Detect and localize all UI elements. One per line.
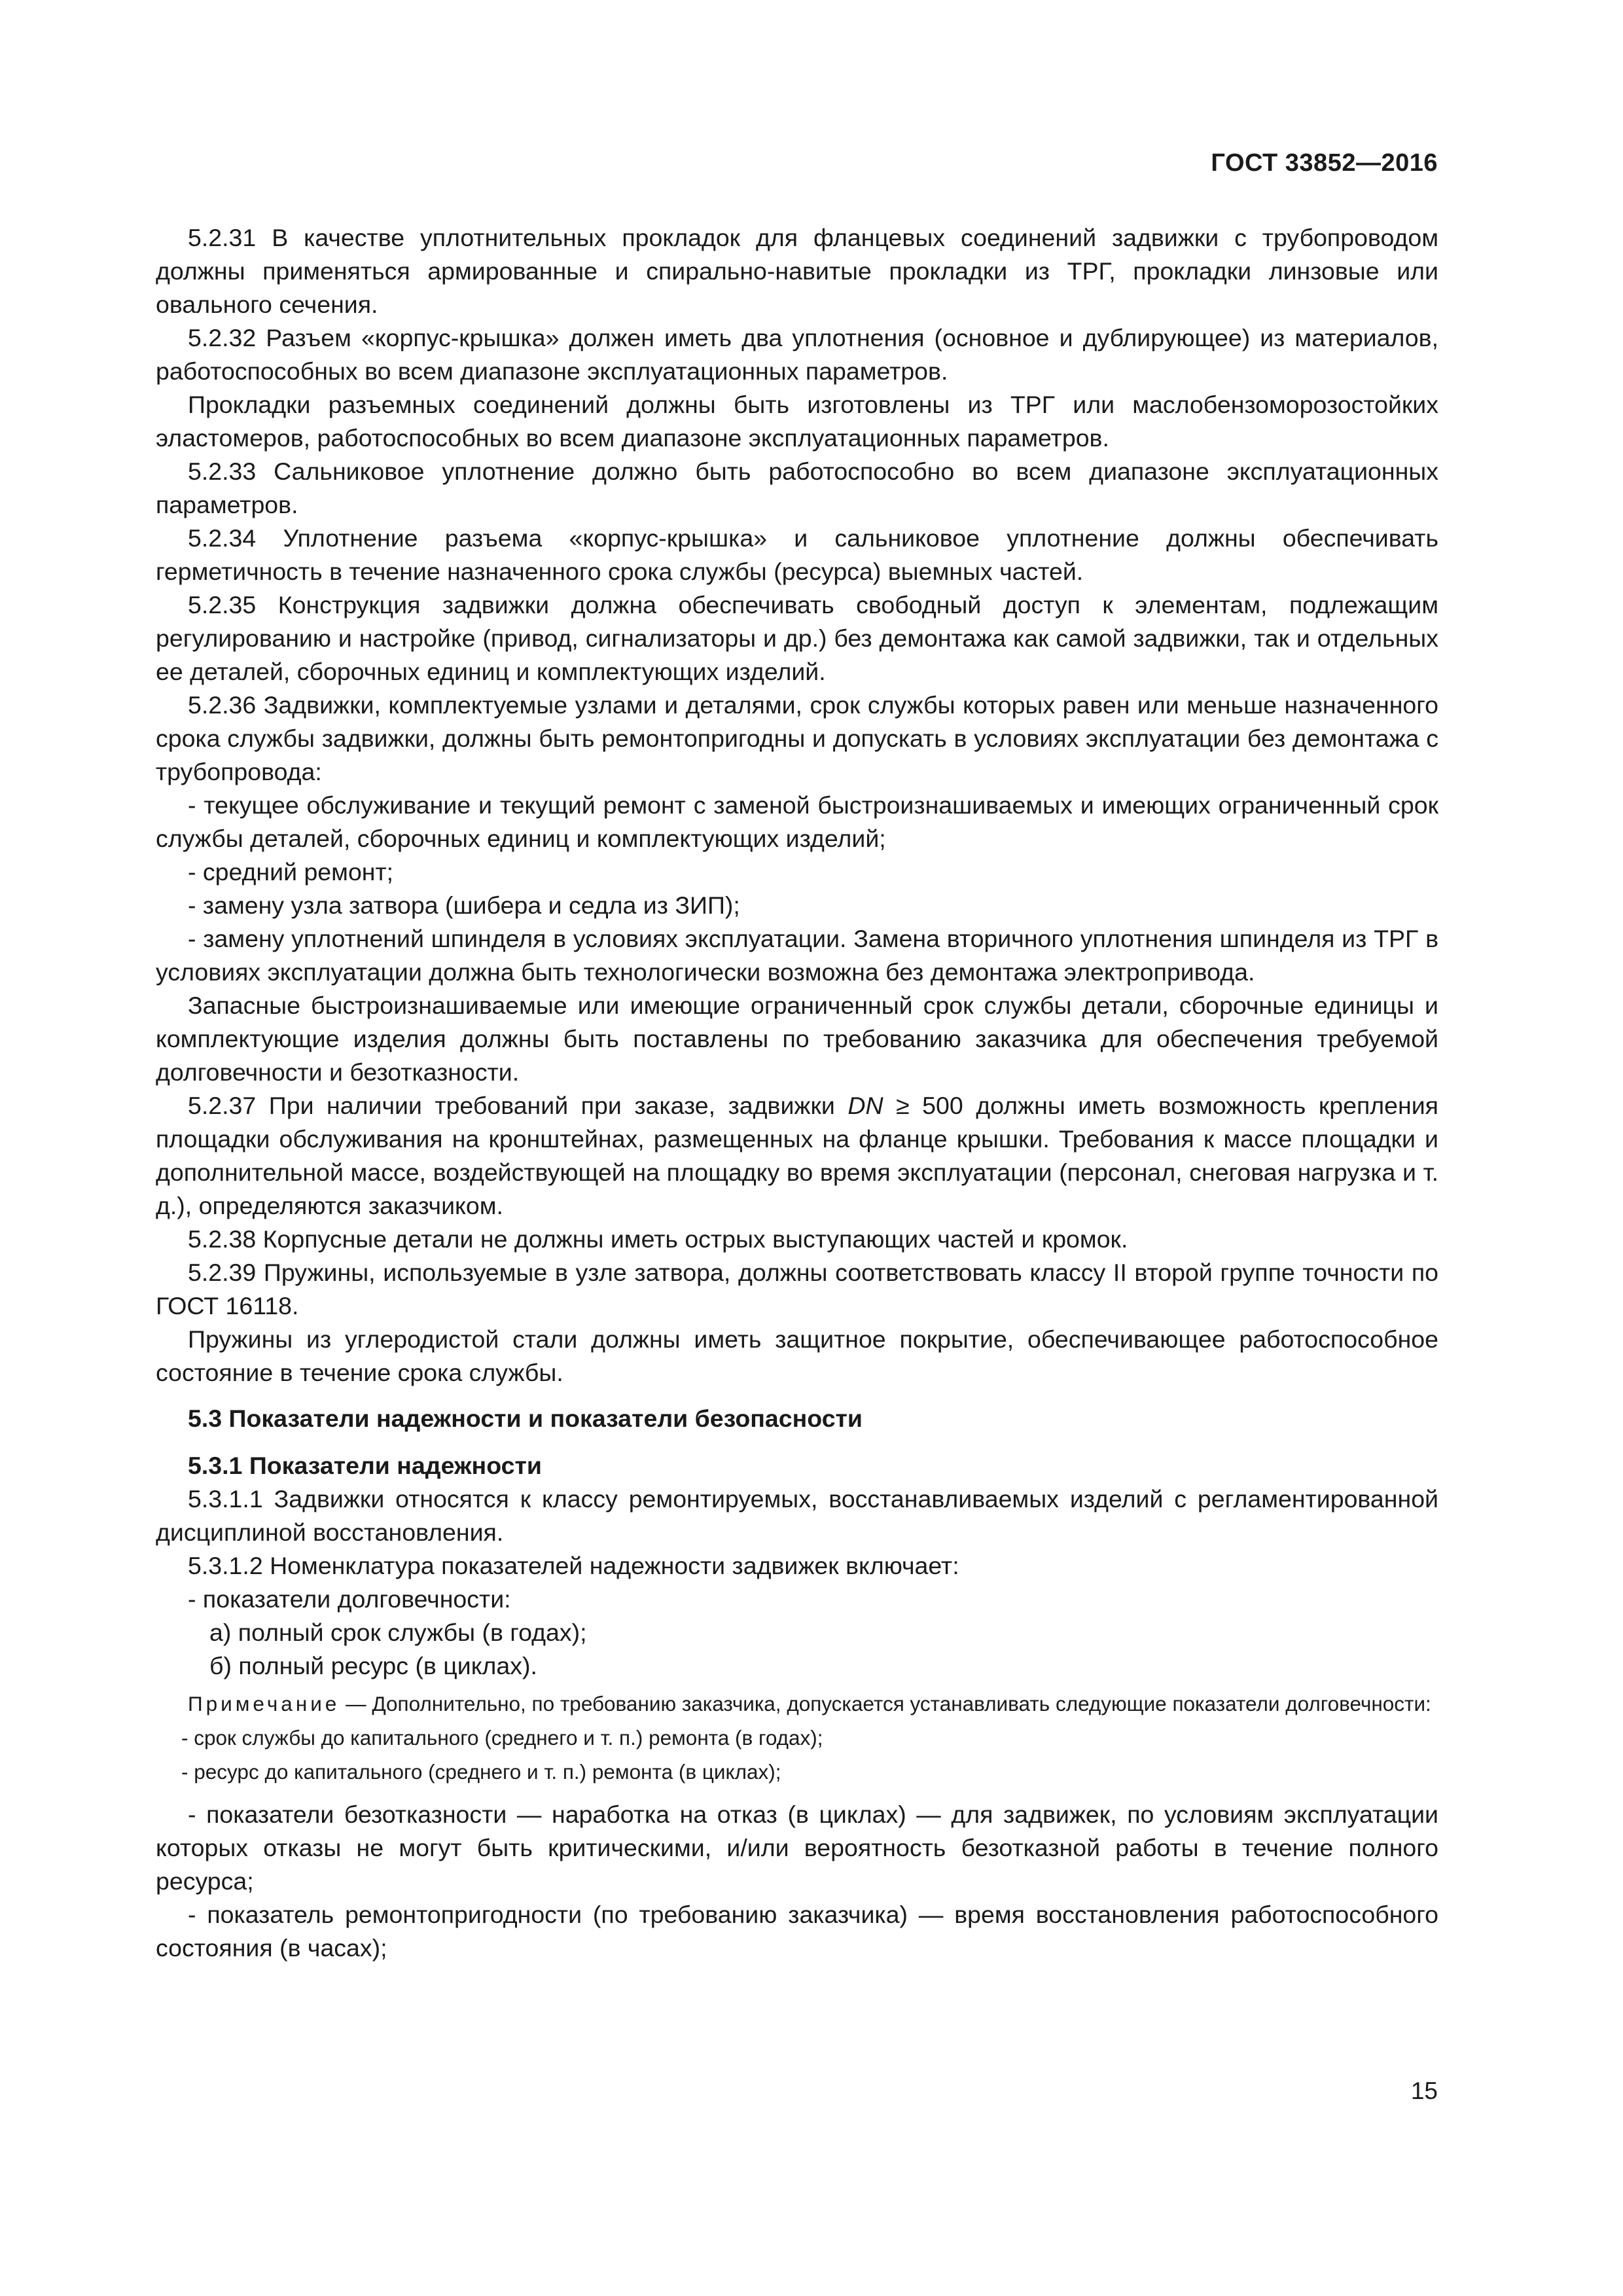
clause-5-2-31: 5.2.31 В качестве уплотнительных прокладок для фланцевых соединений задвижки с трубопроводом должны применяться армированные и спирально-навитые прокладки из ТРГ, прокладки линзовые или овального сечения. [156,224,1438,318]
clause-5-2-34: 5.2.34 Уплотнение разъема «корпус-крышка» и сальниковое уплотнение должны обеспечивать герметичность в течение назначенного срока службы (ресурса) выемных частей. [156,524,1438,585]
list-item: - замену узла затвора (шибера и седла из ЗИП); [188,891,740,919]
clause-5-2-33: 5.2.33 Сальниковое уплотнение должно быть работоспособно во всем диапазоне эксплуатационных параметров. [156,457,1438,518]
note-block [156,1691,1438,1785]
clause-5-2-39-springs: Пружины из углеродистой стали должны иметь защитное покрытие, обеспечивающее работоспособное состояние в течение срока службы. [156,1325,1438,1386]
document-designation: ГОСТ 33852—2016 [1211,149,1438,177]
subsection-heading-5-3-1: 5.3.1 Показатели надежности [188,1452,542,1479]
clause-5-3-1-2: 5.3.1.2 Номенклатура показателей надежности задвижек включает: [188,1552,959,1579]
clause-5-2-37 [156,1089,1438,1223]
clause-5-2-38: 5.2.38 Корпусные детали не должны иметь острых выступающих частей и кромок. [188,1225,1128,1253]
page-body [156,221,1438,1965]
clause-5-2-37-start: 5.2.37 При наличии требований при заказе, задвижки [188,1092,848,1119]
list-item: - показатели долговечности: [188,1585,511,1613]
list-item: - показатель ремонтопригодности (по требованию заказчика) — время восстановления работоспособного состояния (в часах); [156,1901,1438,1962]
list-item: - замену уплотнений шпинделя в условиях эксплуатации. Замена вторичного уплотнения шпинделя из ТРГ в условиях эксплуатации должна быть технологически возможна без демонтажа электропривода. [156,925,1438,986]
note-item: - срок службы до капитального (среднего и т. п.) ремонта (в годах); [181,1726,823,1749]
clause-5-2-35: 5.2.35 Конструкция задвижки должна обеспечивать свободный доступ к элементам, подлежащим регулированию и настройке (привод, сигнализаторы и др.) без демонтажа как самой задвижки, так и отдельных ее деталей, сборочных единиц и комплектующих изделий. [156,591,1438,685]
list-item: б) полный ресурс (в циклах). [209,1652,537,1679]
clause-5-2-36: 5.2.36 Задвижки, комплектуемые узлами и деталями, срок службы которых равен или меньше назначенного срока службы задвижки, должны быть ремонтопригодны и допускать в условиях эксплуатации без демонтажа с трубопровода: [156,691,1438,785]
page-number: 15 [1410,2077,1438,2104]
clause-5-2-32-gaskets: Прокладки разъемных соединений должны быть изготовлены из ТРГ или маслобензоморозостойких эластомеров, работоспособных во всем диапазоне эксплуатационных параметров. [156,391,1438,452]
list-item: а) полный срок службы (в годах); [209,1619,587,1646]
clause-5-2-37-rest: ≥ 500 должны иметь возможность крепления площадки обслуживания на кронштейнах, размещенных на фланце крышки. Требования к массе площадки и дополнительной массе, воздействующей на площадку во время эксплуатации (персонал, снеговая нагрузка и т. д.), определяются заказчиком. [156,1092,1438,1219]
clause-5-2-36-spares: Запасные быстроизнашиваемые или имеющие ограниченный срок службы детали, сборочные единицы и комплектующие изделия должны быть поставлены по требованию заказчика для обеспечения требуемой долговечности и безотказности. [156,992,1438,1086]
list-item: - средний ремонт; [188,858,394,886]
clause-5-3-1-1: 5.3.1.1 Задвижки относятся к классу ремонтируемых, восстанавливаемых изделий с регламентированной дисциплиной восстановления. [156,1485,1438,1546]
nominal-diameter-symbol: DN [847,1092,883,1119]
note-item: - ресурс до капитального (среднего и т. п.) ремонта (в циклах); [181,1760,781,1784]
note-paragraph [156,1691,1438,1717]
note-text: — Дополнительно, по требованию заказчика, допускается устанавливать следующие показатели долговечности: [340,1692,1431,1715]
list-item: - текущее обслуживание и текущий ремонт с заменой быстроизнашиваемых и имеющих ограниченный срок службы деталей, сборочных единиц и комплектующих изделий; [156,791,1438,852]
section-heading-5-3: 5.3 Показатели надежности и показатели безопасности [188,1405,863,1432]
clause-5-2-32: 5.2.32 Разъем «корпус-крышка» должен иметь два уплотнения (основное и дублирующее) из материалов, работоспособных во всем диапазоне эксплуатационных параметров. [156,324,1438,385]
clause-5-2-39: 5.2.39 Пружины, используемые в узле затвора, должны соответствовать классу II второй группе точности по ГОСТ 16118. [156,1259,1438,1319]
note-label: Примечание [188,1692,340,1715]
list-item: - показатели безотказности — наработка на отказ (в циклах) — для задвижек, по условиям эксплуатации которых отказы не могут быть критическими, и/или вероятность безотказной работы в течение полного ресурса; [156,1801,1438,1895]
